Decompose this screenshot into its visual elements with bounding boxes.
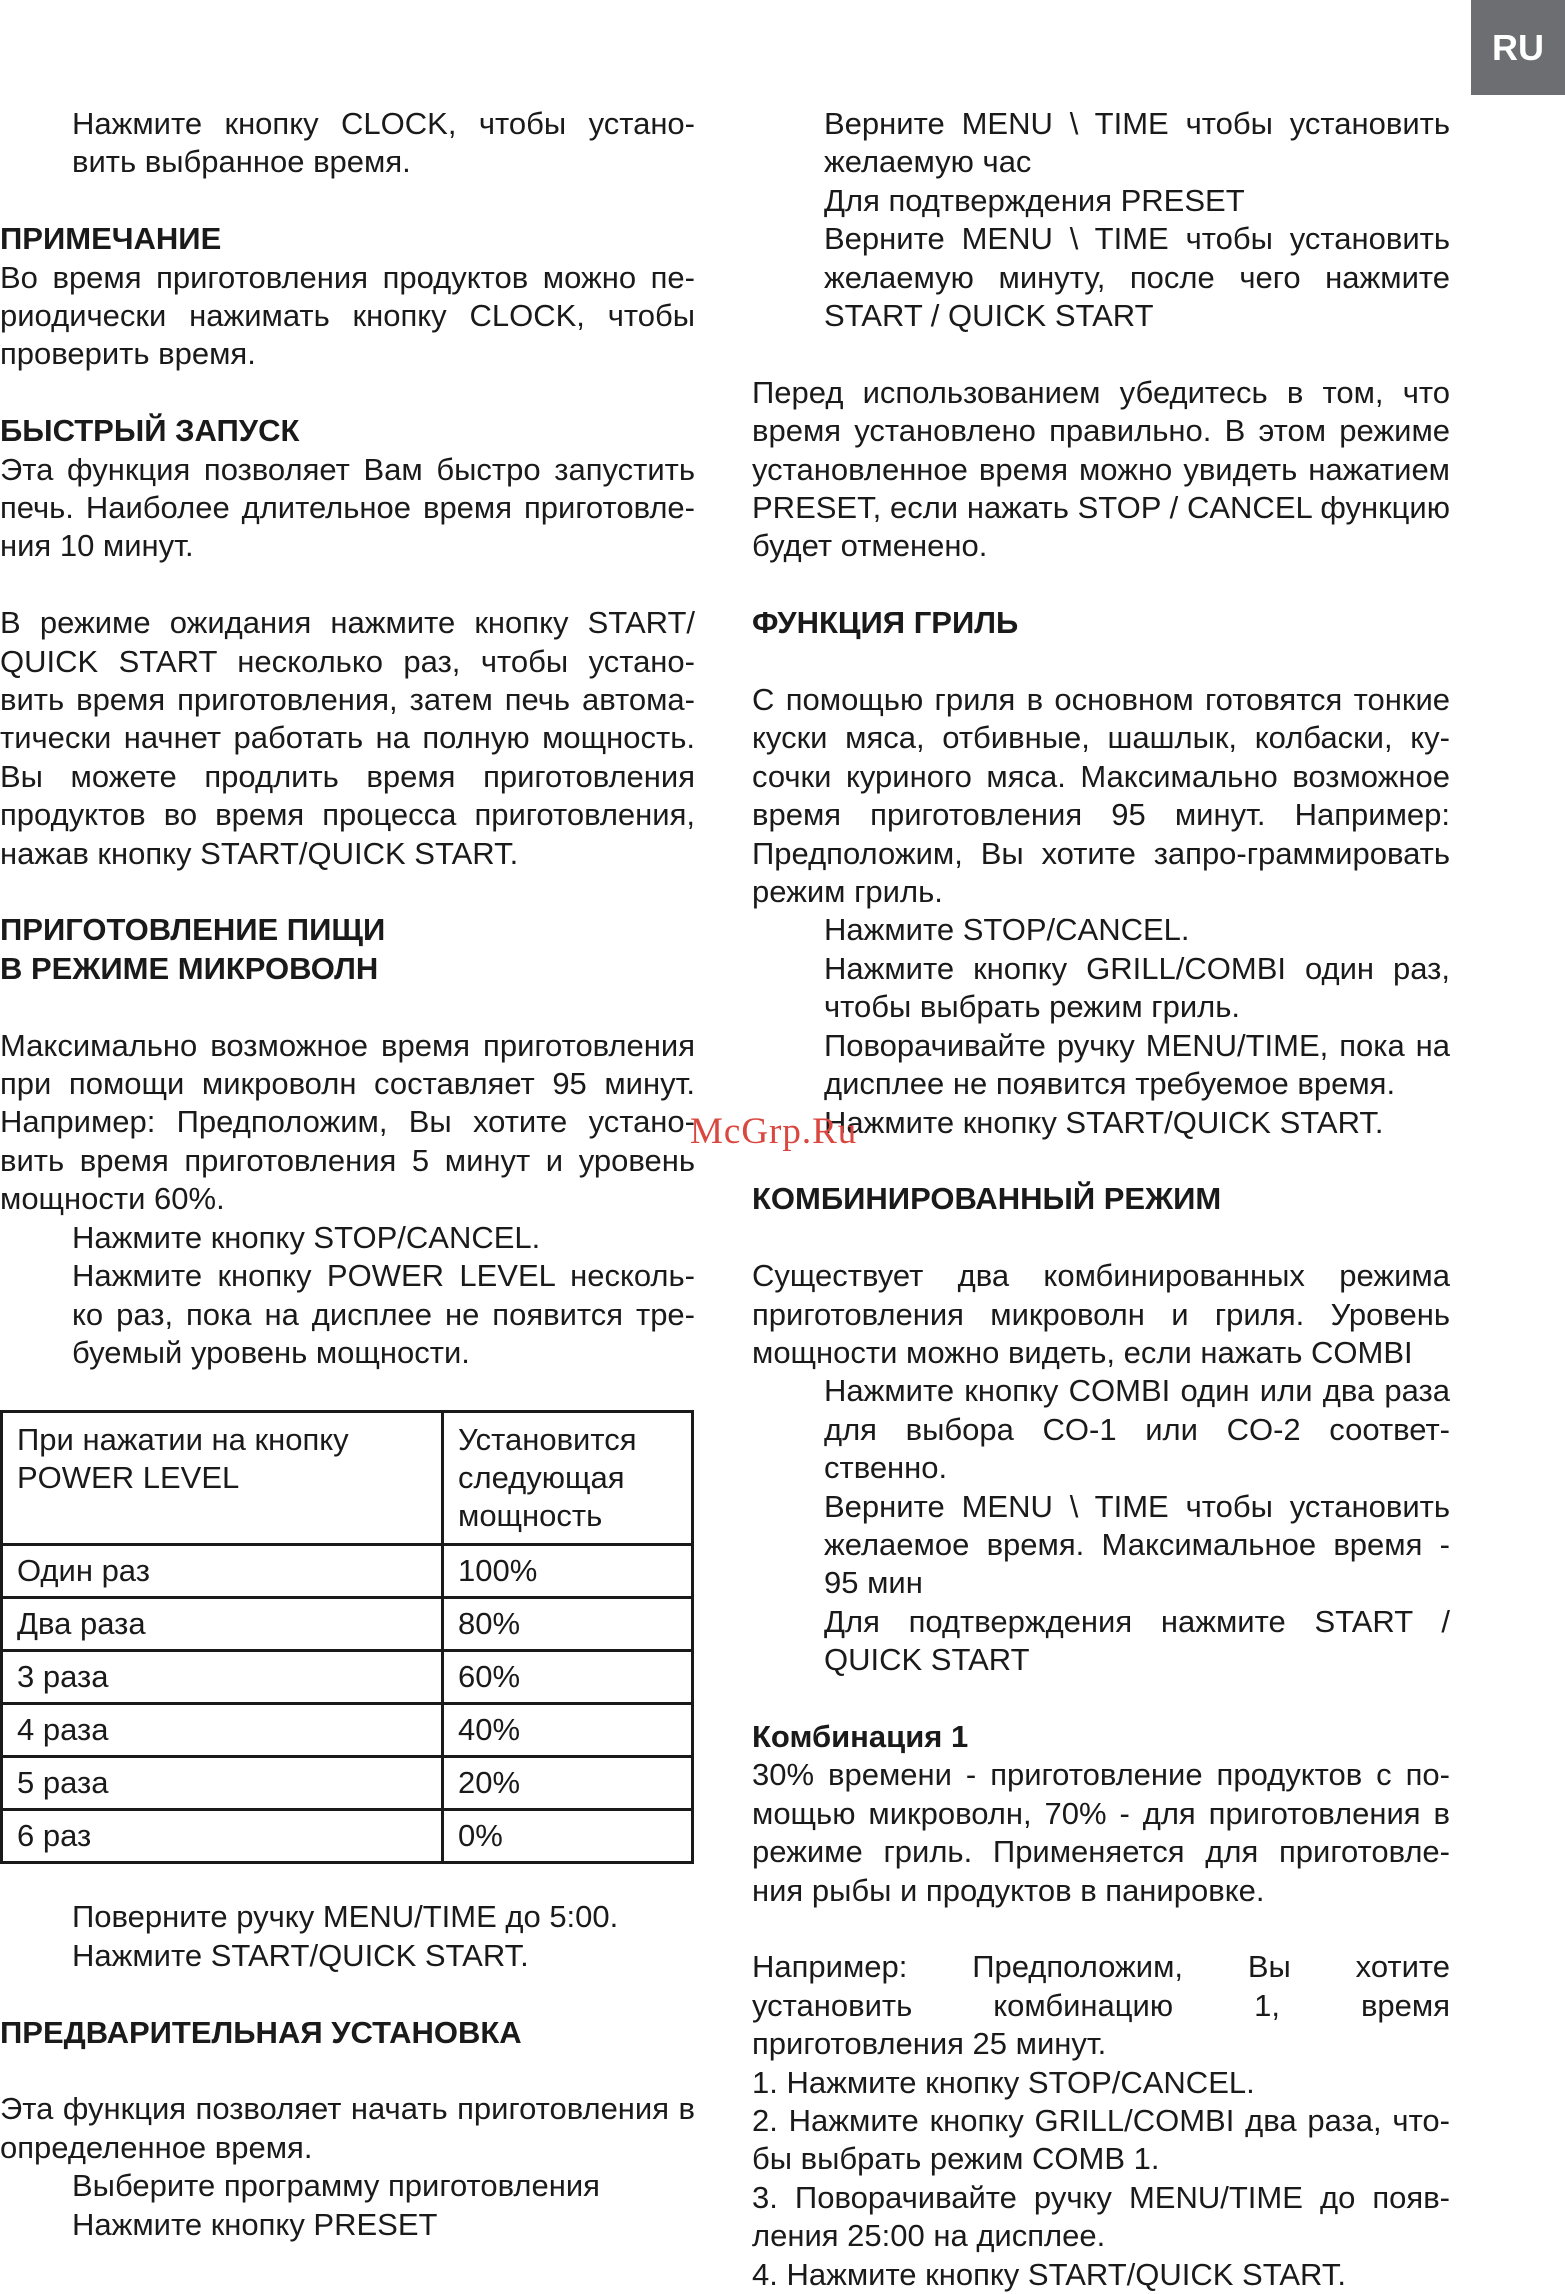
table-row — [2, 1810, 693, 1863]
example-step-4: 4. Нажмите кнопку START/QUICK START. — [752, 2256, 1346, 2292]
example-step-1: 1. Нажмите кнопку STOP/CANCEL. — [752, 2064, 1255, 2100]
quick-start-text-2: В режиме ожидания нажмите кнопку START/ QUICK START несколько раз, чтобы устано-вить время приготовления, затем печь автома-тически начнет работать на полную мощность. Вы можете продлить время приготовления продуктов во время процесса приготовления, нажав кнопку START/QUICK START. — [0, 605, 695, 871]
table-row — [2, 1545, 693, 1598]
microwave-heading-line2: В РЕЖИМЕ МИКРОВОЛН — [0, 950, 379, 986]
power-level-table — [0, 1410, 694, 1864]
table-cell-power: 40% — [443, 1704, 693, 1757]
preset-text: Эта функция позволяет начать приготовления в определенное время. — [0, 2091, 695, 2165]
combi-heading: КОМБИНИРОВАННЫЙ РЕЖИМ — [752, 1181, 1222, 1217]
grill-text: С помощью гриля в основном готовятся тонкие куски мяса, отбивные, шашлык, колбаски, ку-сочки куриного мяса. Максимально возможное время приготовления 95 минут. Например: Предположим, Вы хотите запро-граммировать режим гриль. — [752, 682, 1450, 910]
table-header-press: При нажатии на кнопку POWER LEVEL — [2, 1412, 443, 1545]
table-row — [2, 1651, 693, 1704]
grill-step-2: Нажмите кнопку GRILL/COMBI один раз, чтобы выбрать режим гриль. — [824, 950, 1450, 1025]
combi-step-1: Нажмите кнопку COMBI один или два раза для выбора CO-1 или CO-2 соответ-ственно. — [824, 1373, 1450, 1486]
microwave-heading-line1: ПРИГОТОВЛЕНИЕ ПИЩИ — [0, 912, 386, 948]
example-step-2: 2. Нажмите кнопку GRILL/COMBI два раза, что-бы выбрать режим COMB 1. — [752, 2103, 1450, 2177]
table-cell-press: 6 раз — [2, 1810, 443, 1863]
language-tab: RU — [1471, 0, 1565, 95]
table-header-power: Установится следующая мощность — [443, 1412, 693, 1545]
watermark: McGrp.Ru — [690, 1111, 858, 1152]
clock-set-step: Нажмите кнопку CLOCK, чтобы устано-вить выбранное время. — [72, 106, 695, 180]
table-cell-press: 4 раза — [2, 1704, 443, 1757]
example-text: Например: Предположим, Вы хотите установить комбинацию 1, время приготовления 25 минут. — [752, 1949, 1450, 2062]
left-column — [0, 105, 695, 2244]
after-table-step-2: Нажмите START/QUICK START. — [72, 1937, 529, 1973]
note-text: Во время приготовления продуктов можно пе-риодически нажимать кнопку CLOCK, чтобы проверить время. — [0, 259, 695, 372]
preset-step-5: Верните MENU \ TIME чтобы установить желаемую минуту, после чего нажмите START / QUICK START — [824, 221, 1450, 334]
grill-step-4: Нажмите кнопку START/QUICK START. — [824, 1104, 1384, 1140]
quick-start-heading: БЫСТРЫЙ ЗАПУСК — [0, 413, 300, 449]
grill-step-1: Нажмите STOP/CANCEL. — [824, 912, 1190, 948]
table-cell-power: 80% — [443, 1598, 693, 1651]
preset-step-4: Для подтверждения PRESET — [824, 182, 1245, 218]
table-cell-press: Два раза — [2, 1598, 443, 1651]
combi-step-3: Для подтверждения нажмите START / QUICK START — [824, 1603, 1450, 1678]
after-table-step-1: Поверните ручку MENU/TIME до 5:00. — [72, 1899, 619, 1935]
combination-1-text: 30% времени - приготовление продуктов с по-мощью микроволн, 70% - для приготовления в режиме гриль. Применяется для приготовле-ния рыбы и продуктов в панировке. — [752, 1757, 1450, 1908]
microwave-step-1: Нажмите кнопку STOP/CANCEL. — [72, 1219, 541, 1255]
table-cell-press: Один раз — [2, 1545, 443, 1598]
table-cell-press: 5 раза — [2, 1757, 443, 1810]
table-row — [2, 1757, 693, 1810]
grill-heading: ФУНКЦИЯ ГРИЛЬ — [752, 605, 1019, 641]
combi-text: Существует два комбинированных режима приготовления микроволн и гриля. Уровень мощности можно видеть, если нажать COMBI — [752, 1258, 1450, 1370]
combination-1-heading: Комбинация 1 — [752, 1718, 969, 1754]
microwave-text: Максимально возможное время приготовления при помощи микроволн составляет 95 минут. Например: Предположим, Вы хотите устано-вить время приготовления 5 минут и уровень мощности 60%. — [0, 1027, 695, 1217]
right-column — [752, 105, 1450, 2294]
example-step-3: 3. Поворачивайте ручку MENU/TIME до появ-ления 25:00 на дисплее. — [752, 2179, 1450, 2254]
table-cell-power: 0% — [443, 1810, 693, 1863]
table-row — [2, 1704, 693, 1757]
microwave-step-2: Нажмите кнопку POWER LEVEL несколь-ко раз, пока на дисплее не появится тре-буемый уровень мощности. — [72, 1258, 695, 1370]
table-row — [2, 1598, 693, 1651]
table-header-row — [2, 1412, 693, 1545]
preset-step-3: Верните MENU \ TIME чтобы установить желаемую час — [824, 106, 1450, 180]
preset-text-2: Перед использованием убедитесь в том, что время установлено правильно. В этом режиме установленное время можно увидеть нажатием PRESET, если нажать STOP / CANCEL функцию будет отменено. — [752, 374, 1450, 564]
table-cell-power: 100% — [443, 1545, 693, 1598]
table-cell-power: 60% — [443, 1651, 693, 1704]
table-cell-power: 20% — [443, 1757, 693, 1810]
table-cell-press: 3 раза — [2, 1651, 443, 1704]
preset-heading: ПРЕДВАРИТЕЛЬНАЯ УСТАНОВКА — [0, 2014, 522, 2050]
combi-step-2: Верните MENU \ TIME чтобы установить желаемое время. Максимальное время - 95 мин — [824, 1488, 1450, 1601]
note-heading: ПРИМЕЧАНИЕ — [0, 221, 222, 257]
preset-step-2: Нажмите кнопку PRESET — [72, 2206, 438, 2242]
preset-step-1: Выберите программу приготовления — [72, 2168, 600, 2204]
grill-step-3: Поворачивайте ручку MENU/TIME, пока на дисплее не появится требуемое время. — [824, 1027, 1450, 1102]
quick-start-text: Эта функция позволяет Вам быстро запустить печь. Наиболее длительное время приготовле-ния 10 минут. — [0, 451, 695, 564]
